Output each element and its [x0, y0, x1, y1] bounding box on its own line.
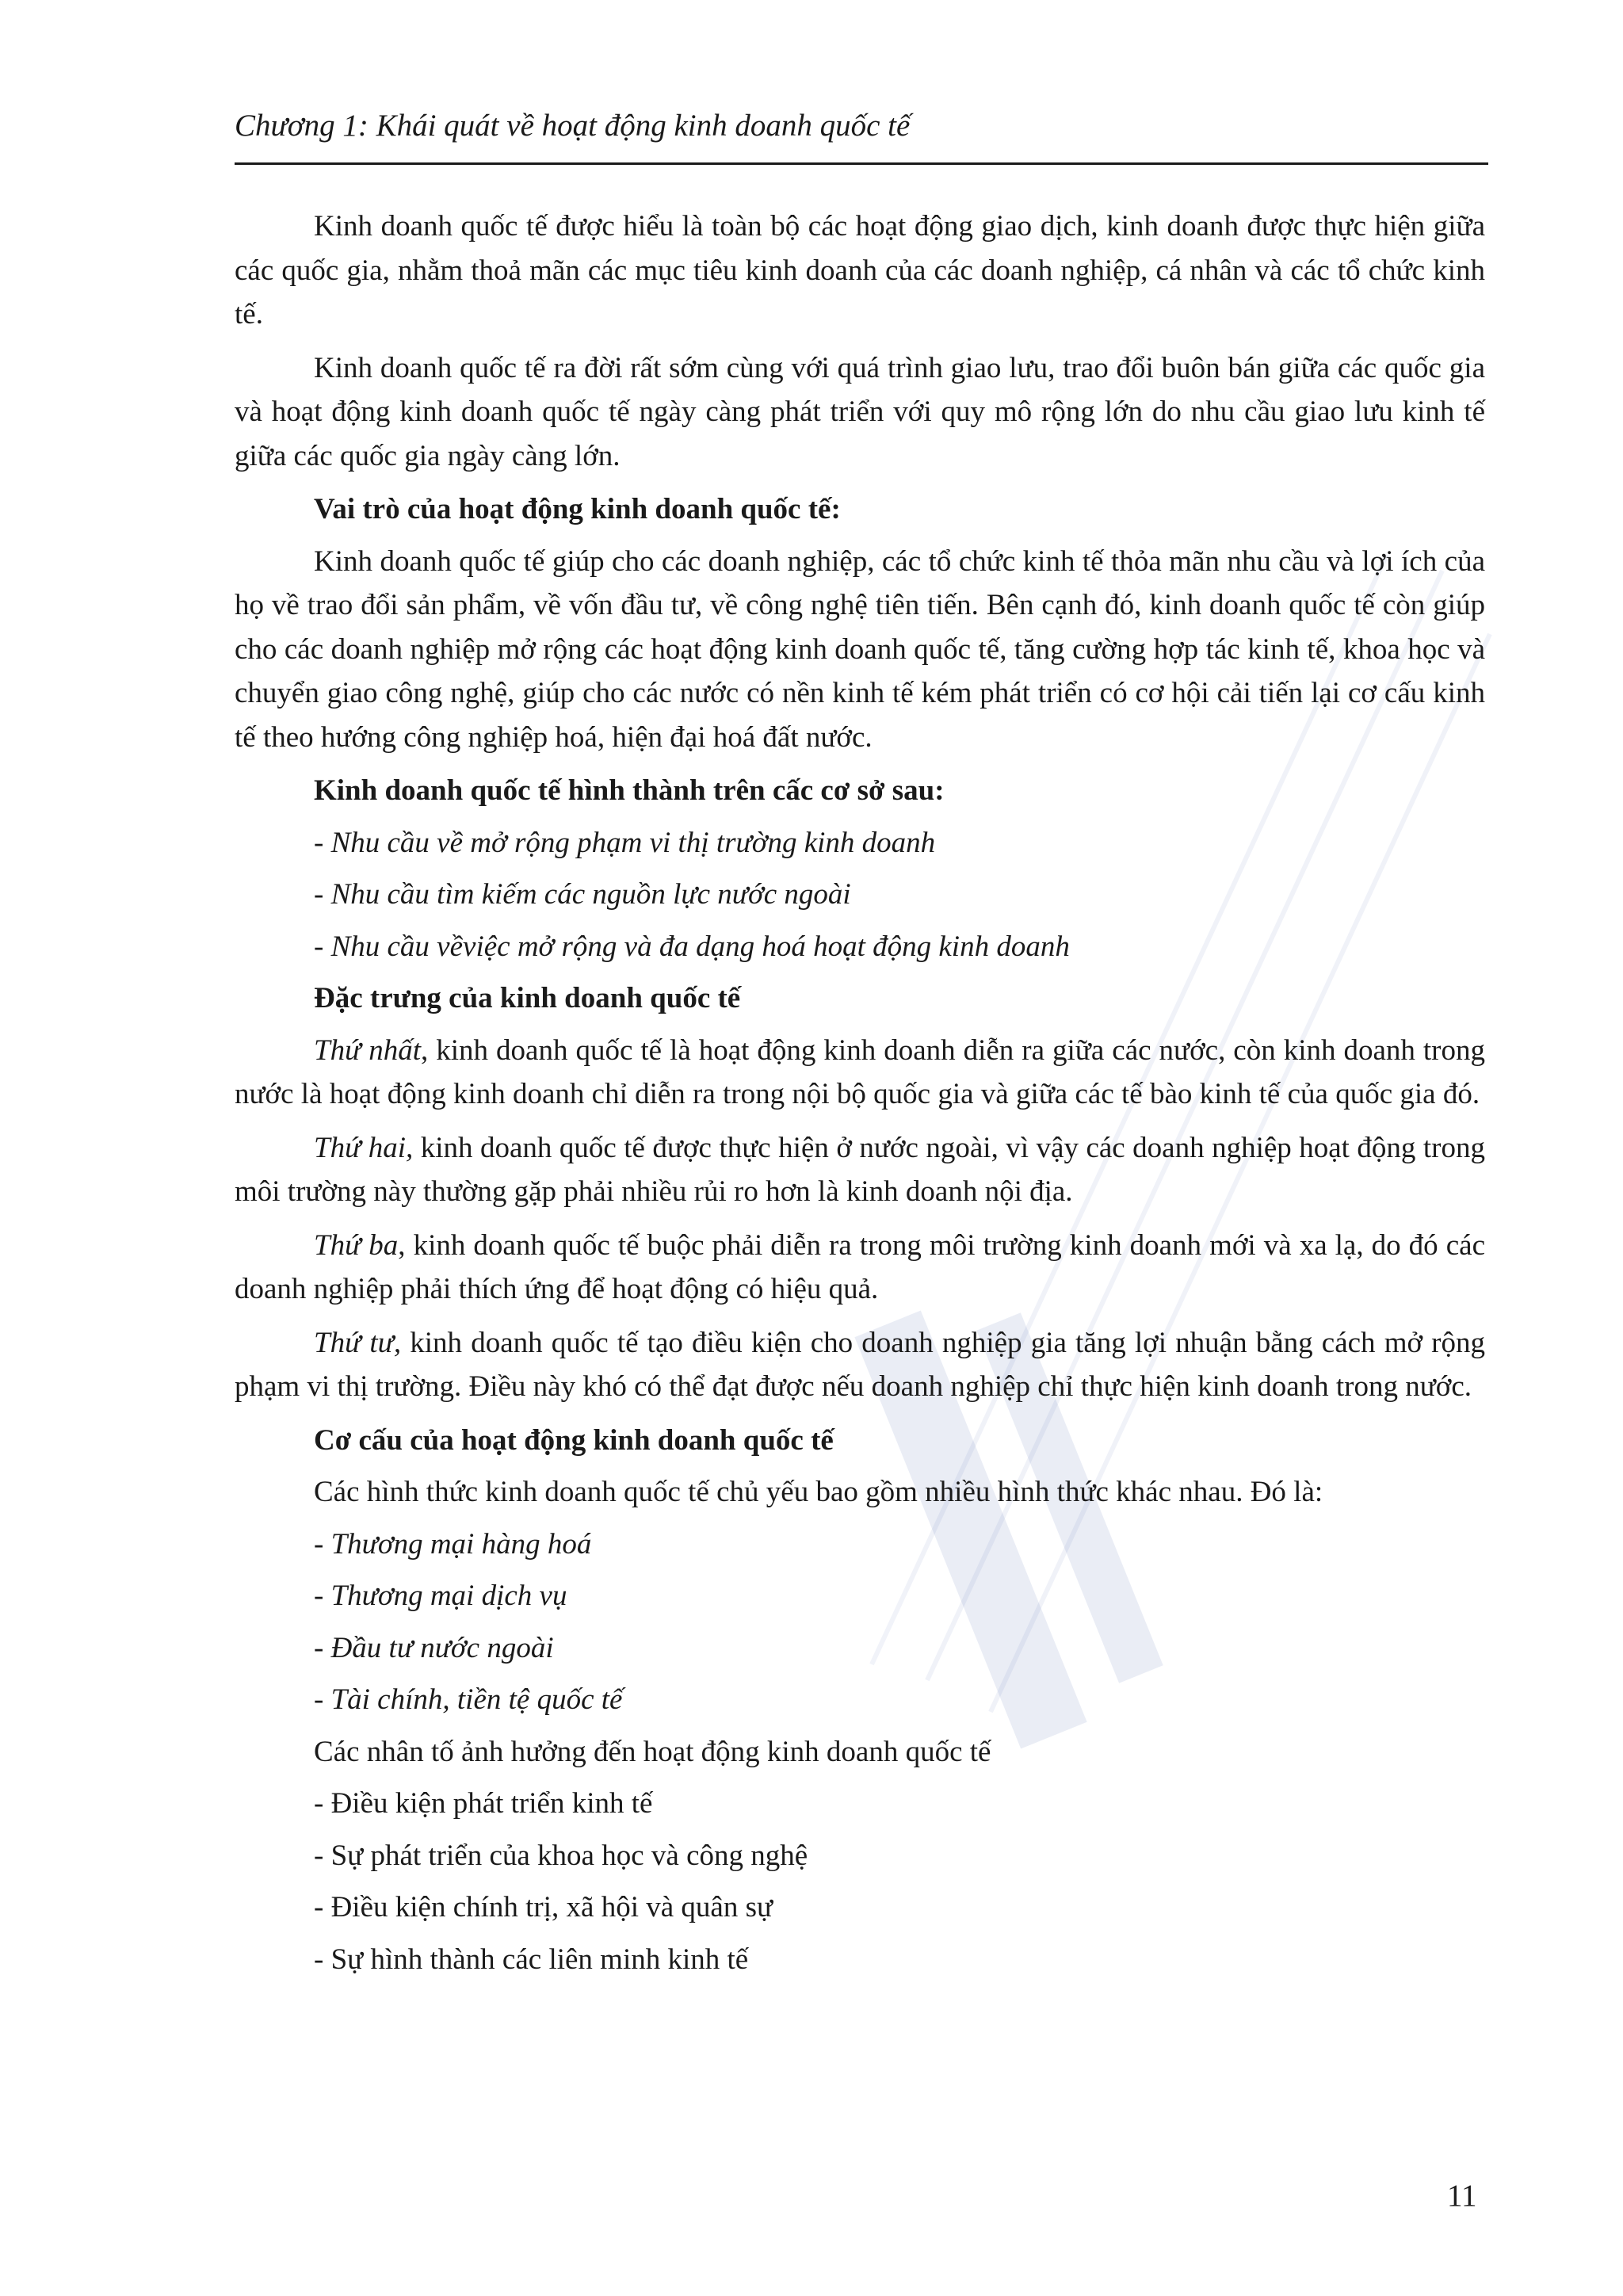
feature-lead: Thứ hai,	[314, 1131, 414, 1164]
feature-text: , kinh doanh quốc tế buộc phải diễn ra trong môi trường kinh doanh mới và xa lạ, do đó các doanh nghiệp phải thích ứng để hoạt động có hiệu quả.	[235, 1228, 1485, 1305]
paragraph-feature-2	[235, 1126, 1485, 1214]
list-item-form: - Tài chính, tiền tệ quốc tế	[314, 1683, 623, 1716]
list-item-factor: - Sự phát triển của khoa học và công nghệ	[314, 1839, 808, 1872]
feature-text: kinh doanh quốc tế tạo điều kiện cho doanh nghiệp gia tăng lợi nhuận bằng cách mở rộng phạm vi thị trường. Điều này khó có thể đạt được nếu doanh nghiệp chỉ thực hiện kinh doanh trong nước.	[235, 1326, 1486, 1403]
paragraph-feature-1	[235, 1029, 1485, 1117]
paragraph-structure-intro: Các hình thức kinh doanh quốc tế chủ yếu bao gồm nhiều hình thức khác nhau. Đó là:	[314, 1476, 1323, 1508]
list-item-factor: - Điều kiện phát triển kinh tế	[314, 1787, 653, 1820]
paragraph-role: Kinh doanh quốc tế giúp cho các doanh nghiệp, các tổ chức kinh tế thỏa mãn nhu cầu và lợi ích của họ về trao đổi sản phẩm, về vốn đầu tư, về công nghệ tiên tiến. Bên cạnh đó, kinh doanh quốc tế còn giúp cho các doanh nghiệp mở rộng các hoạt động kinh doanh quốc tế, tăng cường hợp tác kinh tế, khoa học và chuyển giao công nghệ, giúp cho các nước có nền kinh tế kém phát triển có cơ hội cải tiến lại cơ cấu kinh tế theo hướng công nghiệp hoá, hiện đại hoá đất nước.	[235, 544, 1485, 754]
running-header: Chương 1: Khái quát về hoạt động kinh doanh quốc tế	[235, 109, 911, 143]
heading-role: Vai trò của hoạt động kinh doanh quốc tế:	[314, 493, 841, 525]
feature-text: kinh doanh quốc tế được thực hiện ở nước ngoài, vì vậy các doanh nghiệp hoạt động trong môi trường này thường gặp phải nhiều rủi ro hơn là kinh doanh nội địa.	[235, 1131, 1485, 1208]
list-item-form: - Thương mại hàng hoá	[314, 1527, 592, 1561]
heading-structure: Cơ cấu của hoạt động kinh doanh quốc tế	[314, 1423, 834, 1457]
list-item-base: - Nhu cầu tìm kiếm các nguồn lực nước ngoài	[314, 878, 851, 911]
page-body	[235, 204, 1485, 1989]
paragraph-feature-4	[235, 1321, 1485, 1409]
heading-bases: Kinh doanh quốc tế hình thành trên cấc cơ sở sau:	[314, 774, 945, 807]
list-item-form: - Đầu tư nước ngoài	[314, 1631, 554, 1664]
header-rule	[235, 162, 1488, 165]
paragraph-factors-intro: Các nhân tố ảnh hưởng đến hoạt động kinh doanh quốc tế	[314, 1735, 991, 1768]
list-item-factor: - Sự hình thành các liên minh kinh tế	[314, 1943, 749, 1976]
list-item-base: - Nhu cầu về mở rộng phạm vi thị trường kinh doanh	[314, 826, 936, 859]
list-item-form: - Thương mại dịch vụ	[314, 1580, 567, 1612]
feature-lead: Thứ tư,	[314, 1326, 402, 1359]
feature-lead: Thứ ba	[314, 1228, 399, 1262]
page-number: 11	[1447, 2179, 1477, 2213]
paragraph-feature-3	[235, 1224, 1485, 1312]
paragraph-origin: Kinh doanh quốc tế ra đời rất sớm cùng với quá trình giao lưu, trao đổi buôn bán giữa các quốc gia và hoạt động kinh doanh quốc tế ngày càng phát triển với quy mô rộng lớn do nhu cầu giao lưu kinh tế giữa các quốc gia ngày càng lớn.	[235, 351, 1485, 472]
list-item-base: - Nhu cầu vềviệc mở rộng và đa dạng hoá hoạt động kinh doanh	[314, 930, 1070, 963]
feature-text: , kinh doanh quốc tế là hoạt động kinh doanh diễn ra giữa các nước, còn kinh doanh trong nước là hoạt động kinh doanh chỉ diễn ra trong nội bộ quốc gia và giữa các tế bào kinh tế của quốc gia đó.	[235, 1033, 1485, 1110]
paragraph-definition: Kinh doanh quốc tế được hiểu là toàn bộ các hoạt động giao dịch, kinh doanh được thực hiện giữa các quốc gia, nhằm thoả mãn các mục tiêu kinh doanh của các doanh nghiệp, cá nhân và các tổ chức kinh tế.	[235, 210, 1485, 330]
feature-lead: Thứ nhất	[314, 1033, 422, 1067]
list-item-factor: - Điều kiện chính trị, xã hội và quân sự	[314, 1891, 773, 1924]
heading-features: Đặc trưng của kinh doanh quốc tế	[314, 982, 741, 1014]
